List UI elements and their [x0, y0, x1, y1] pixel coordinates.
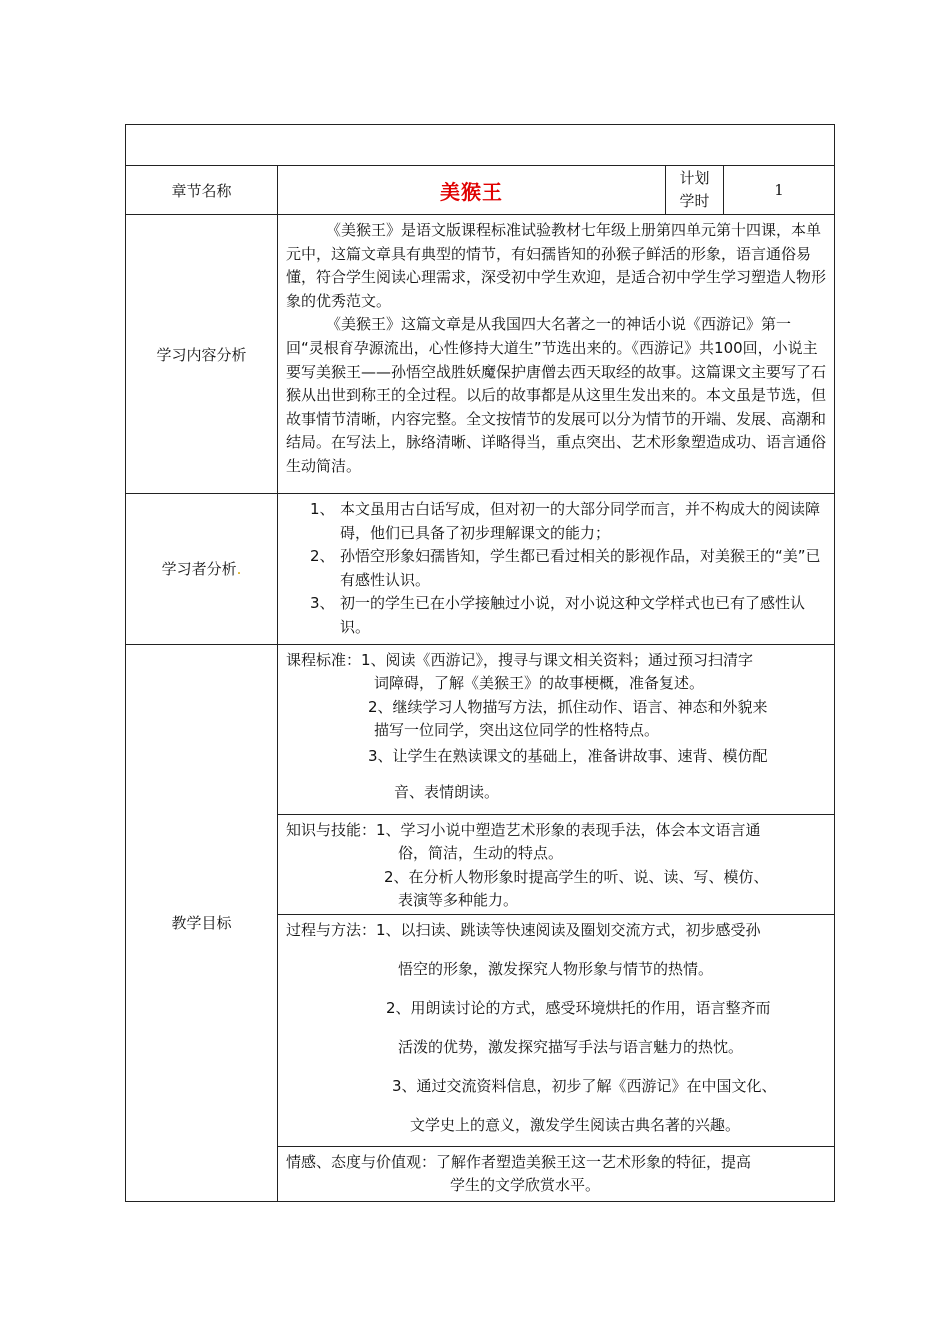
- goal-text: 2、用朗读讨论的方式，感受环境烘托的作用，语言整齐而: [386, 998, 771, 1017]
- goal-text: 活泼的优势，激发探究描写手法与语言魅力的热忱。: [398, 1037, 744, 1056]
- content-analysis-row: [126, 215, 835, 494]
- table-top-blank-row: [126, 125, 835, 166]
- learner-item-text: 本文虽用古白话写成，但对初一的大部分同学而言，并不构成大的阅读障碍，他们已具备了初步理解课文的能力；: [340, 500, 821, 542]
- learner-item-text: 初一的学生已在小学接触过小说，对小说这种文学样式也已有了感性认识。: [340, 594, 806, 636]
- goal-text: 1、以扫读、跳读等快速阅读及圈划交流方式，初步感受孙: [376, 920, 761, 939]
- goal-line: [286, 819, 828, 843]
- plan-hours-label-line2: 学时: [679, 192, 710, 210]
- learner-item-num: 2、: [310, 547, 335, 566]
- goal-process: [278, 915, 834, 1147]
- learner-item: [310, 545, 828, 592]
- goal-text: 词障碍，了解《美猴王》的故事梗概，准备复述。: [374, 674, 705, 693]
- content-analysis-label: 学习内容分析: [126, 215, 278, 494]
- goal-text: 情感、态度与价值观：了解作者塑造美猴王这一艺术形象的特征，提高: [286, 1152, 752, 1171]
- goal-text: 学生的文学欣赏水平。: [450, 1176, 601, 1195]
- learner-item: [310, 592, 828, 639]
- content-analysis-para-1: 《美猴王》是语文版课程标准试验教材七年级上册第四单元第十四课，本单元中，这篇文章具有典型的情节，有妇孺皆知的孙猴子鲜活的形象，语言通俗易懂，符合学生阅读心理需求，深受初中学生欢迎，是适合初中学生学习塑造人物形象的优秀范文。: [286, 221, 827, 310]
- goal-line: [286, 649, 828, 673]
- goal-text: 表演等多种能力。: [398, 891, 519, 910]
- goal-text: 1、学习小说中塑造艺术形象的表现手法，体会本文语言通: [376, 820, 761, 839]
- plan-hours-label-line1: 计划: [679, 169, 710, 187]
- goal-prefix: 过程与方法：: [286, 920, 377, 939]
- goal-text: 1、阅读《西游记》，搜寻与课文相关资料；通过预习扫清字: [361, 650, 754, 669]
- blank-cell: [126, 125, 835, 166]
- goal-emotion: [278, 1147, 834, 1201]
- goal-text: 2、继续学习人物描写方法，抓住动作、语言、神态和外貌来: [368, 697, 768, 716]
- learner-item-text: 孙悟空形象妇孺皆知，学生都已看过相关的影视作品，对美猴王的“美”已有感性认识。: [340, 547, 821, 589]
- goal-text: 悟空的形象，激发探究人物形象与情节的热情。: [398, 959, 714, 978]
- goal-knowledge: [278, 815, 834, 915]
- goal-text: 文学史上的意义，激发学生阅读古典名著的兴趣。: [410, 1115, 741, 1134]
- goal-text: 俗，简洁，生动的特点。: [398, 844, 564, 863]
- content-analysis-text: [278, 215, 835, 494]
- goal-prefix: 知识与技能：: [286, 820, 377, 839]
- goal-text: 音、表情朗读。: [394, 782, 500, 801]
- lesson-plan-table: [125, 124, 835, 1202]
- content-analysis-para-2: 《美猴王》这篇文章是从我国四大名著之一的神话小说《西游记》第一回“灵根育孕源流出，心性修持大道生”节选出来的。《西游记》共100回，小说主要写美猴王——孙悟空战胜妖魔保护唐僧去西天取经的故事。这篇课文主要写了石猴从出世到称王的全过程。以后的故事都是从这里生发出来的。本文虽是节选，但故事情节清晰，内容完整。全文按情节的发展可以分为情节的开端、发展、高潮和结局。在写法上，脉络清晰、详略得当，重点突出、艺术形象塑造成功、语言通俗生动简洁。: [286, 315, 827, 475]
- goal-curriculum: [278, 645, 834, 815]
- learner-analysis-row: [126, 494, 835, 645]
- teaching-goals-cell: [278, 644, 835, 1201]
- teaching-goals-label: 教学目标: [126, 644, 278, 1201]
- goal-line: [286, 919, 828, 942]
- chapter-label: 章节名称: [126, 166, 278, 215]
- plan-hours-value: 1: [724, 166, 835, 215]
- goal-text: 3、让学生在熟读课文的基础上，准备讲故事、速背、模仿配: [368, 746, 768, 765]
- learner-item-num: 1、: [310, 500, 335, 518]
- goal-text: 3、通过交流资料信息，初步了解《西游记》在中国文化、: [392, 1076, 777, 1095]
- learner-analysis-label-text: 学习者分析: [161, 560, 237, 579]
- goal-prefix: 课程标准：: [286, 650, 362, 669]
- learner-analysis-text: [278, 494, 835, 645]
- goal-text: 2、在分析人物形象时提高学生的听、说、读、写、模仿、: [384, 867, 769, 886]
- goal-text: 描写一位同学，突出这位同学的性格特点。: [374, 721, 660, 740]
- learner-item: [310, 498, 828, 545]
- chapter-row: [126, 166, 835, 215]
- learner-analysis-label: [126, 494, 278, 645]
- teaching-goals-row: [126, 644, 835, 1201]
- learner-item-num: 3、: [310, 594, 335, 613]
- mark-dot: .: [236, 560, 242, 579]
- plan-hours-label: [666, 166, 724, 215]
- chapter-title: 美猴王: [278, 166, 666, 215]
